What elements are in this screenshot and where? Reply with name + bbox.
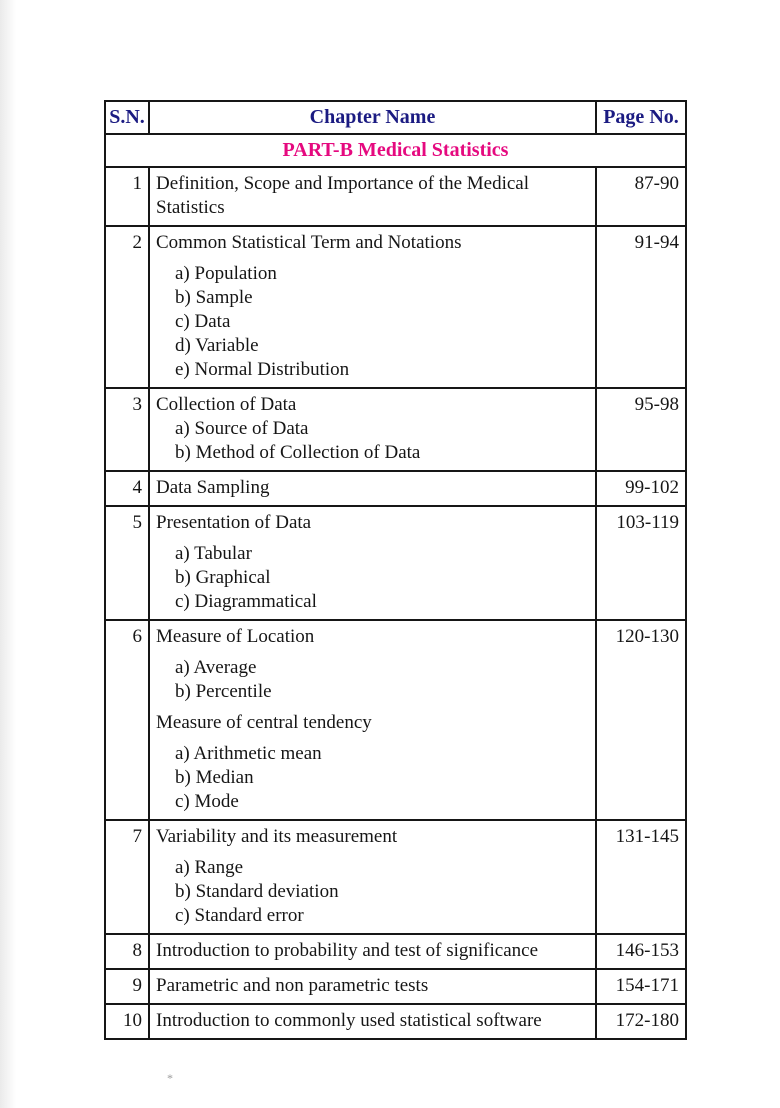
scan-smudge: * bbox=[167, 1071, 173, 1085]
row-page: 120-130 bbox=[596, 620, 686, 820]
chapter-title: Introduction to commonly used statistical software bbox=[156, 1010, 542, 1031]
sub-item-list bbox=[175, 656, 589, 704]
sub-item: b) Method of Collection of Data bbox=[175, 442, 421, 463]
row-sn: 1 bbox=[105, 167, 149, 226]
part-title: PART-B Medical Statistics bbox=[105, 134, 686, 167]
table-row bbox=[105, 620, 686, 820]
part-header-row bbox=[105, 134, 686, 167]
header-page-no: Page No. bbox=[596, 101, 686, 134]
row-sn: 10 bbox=[105, 1004, 149, 1039]
sub-item-list bbox=[175, 742, 589, 814]
sub-item: c) Mode bbox=[175, 791, 239, 812]
row-page: 87-90 bbox=[596, 167, 686, 226]
chapter-title: Measure of Location bbox=[156, 626, 315, 647]
row-sn: 7 bbox=[105, 820, 149, 934]
row-page: 154-171 bbox=[596, 969, 686, 1004]
chapter-subtitle: Measure of central tendency bbox=[156, 712, 372, 733]
row-sn: 5 bbox=[105, 506, 149, 620]
sub-item: a) Average bbox=[175, 657, 257, 678]
sub-item: e) Normal Distribution bbox=[175, 359, 350, 380]
table-row bbox=[105, 934, 686, 969]
chapter-title: Variability and its measurement bbox=[156, 826, 398, 847]
sub-item-list bbox=[175, 262, 589, 382]
chapter-title: Common Statistical Term and Notations bbox=[156, 232, 462, 253]
row-page: 172-180 bbox=[596, 1004, 686, 1039]
table-row bbox=[105, 1004, 686, 1039]
table-header-row bbox=[105, 101, 686, 134]
table-row bbox=[105, 969, 686, 1004]
table-row bbox=[105, 167, 686, 226]
table-row bbox=[105, 820, 686, 934]
table-row bbox=[105, 471, 686, 506]
row-page: 131-145 bbox=[596, 820, 686, 934]
header-chapter-name: Chapter Name bbox=[149, 101, 596, 134]
row-page: 99-102 bbox=[596, 471, 686, 506]
chapter-title: Definition, Scope and Importance of the Medical Statistics bbox=[156, 173, 530, 218]
sub-item: c) Diagrammatical bbox=[175, 591, 317, 612]
sub-item: d) Variable bbox=[175, 335, 259, 356]
chapter-title: Data Sampling bbox=[156, 477, 270, 498]
header-sn: S.N. bbox=[105, 101, 149, 134]
row-page: 103-119 bbox=[596, 506, 686, 620]
row-page: 95-98 bbox=[596, 388, 686, 471]
sub-item: a) Tabular bbox=[175, 543, 252, 564]
sub-item-list bbox=[175, 417, 589, 465]
scan-edge-shading bbox=[0, 0, 16, 1108]
chapter-title: Collection of Data bbox=[156, 394, 297, 415]
sub-item-list bbox=[175, 856, 589, 928]
table-row bbox=[105, 506, 686, 620]
chapter-title: Introduction to probability and test of significance bbox=[156, 940, 539, 961]
sub-item: a) Arithmetic mean bbox=[175, 743, 322, 764]
sub-item: b) Sample bbox=[175, 287, 253, 308]
sub-item: a) Population bbox=[175, 263, 277, 284]
sub-item: b) Percentile bbox=[175, 681, 272, 702]
sub-item: a) Source of Data bbox=[175, 418, 309, 439]
sub-item: b) Median bbox=[175, 767, 254, 788]
table-row bbox=[105, 226, 686, 388]
sub-item: b) Standard deviation bbox=[175, 881, 339, 902]
row-page: 91-94 bbox=[596, 226, 686, 388]
row-sn: 9 bbox=[105, 969, 149, 1004]
row-sn: 2 bbox=[105, 226, 149, 388]
sub-item: b) Graphical bbox=[175, 567, 271, 588]
sub-item: a) Range bbox=[175, 857, 244, 878]
row-page: 146-153 bbox=[596, 934, 686, 969]
sub-item: c) Standard error bbox=[175, 905, 304, 926]
sub-item: c) Data bbox=[175, 311, 231, 332]
chapter-title: Parametric and non parametric tests bbox=[156, 975, 429, 996]
chapter-title: Presentation of Data bbox=[156, 512, 312, 533]
sub-item-list bbox=[175, 542, 589, 614]
table-row bbox=[105, 388, 686, 471]
toc-table bbox=[104, 100, 687, 1040]
row-sn: 4 bbox=[105, 471, 149, 506]
row-sn: 3 bbox=[105, 388, 149, 471]
row-sn: 8 bbox=[105, 934, 149, 969]
row-sn: 6 bbox=[105, 620, 149, 820]
